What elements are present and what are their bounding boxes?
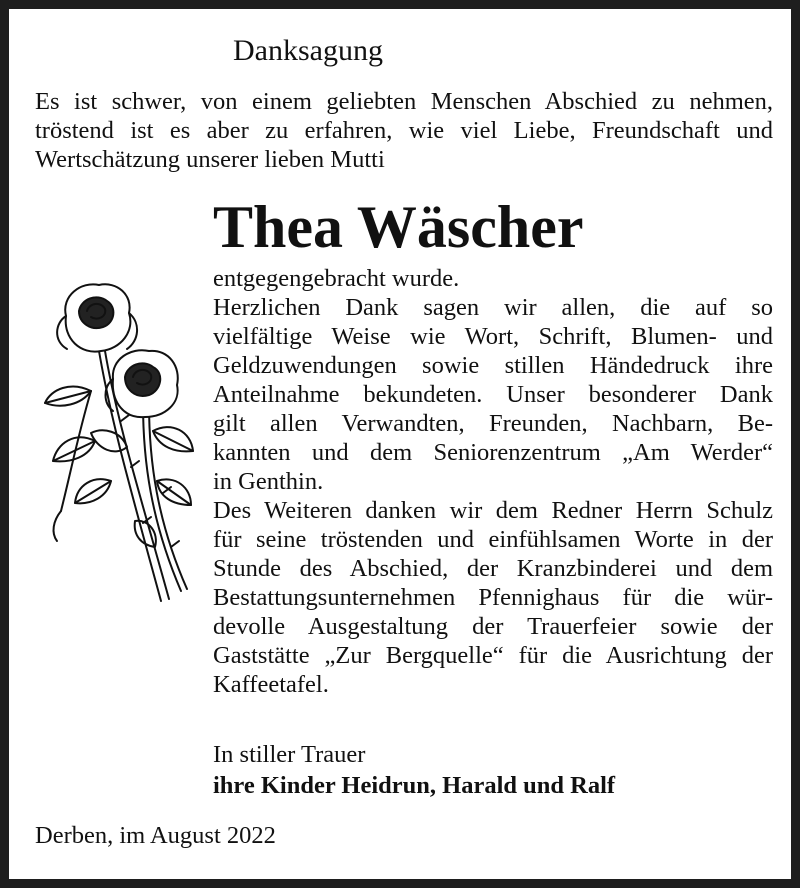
mourners-names: ihre Kinder Heidrun, Harald und Ralf — [213, 772, 616, 799]
intro-line: Es ist schwer, von einem geliebten Menschen Abschied zu nehmen, — [35, 88, 773, 115]
deceased-name: Thea Wäscher — [213, 194, 584, 260]
body-line: vielfältige Weise wie Wort, Schrift, Blumen- und — [213, 323, 773, 350]
body-line: Gaststätte „Zur Bergquelle“ für die Ausrichtung der — [213, 642, 773, 669]
obituary-card — [9, 9, 791, 879]
signature-block — [213, 739, 615, 801]
body-line: in Genthin. — [213, 468, 324, 495]
body-line: kannten und dem Seniorenzentrum „Am Werder“ — [213, 439, 773, 466]
place-date: Derben, im August 2022 — [35, 822, 276, 849]
body-line: devolle Ausgestaltung der Trauerfeier sowie der — [213, 613, 773, 640]
body-line: Anteilnahme bekundeten. Unser besonderer Dank — [213, 381, 773, 408]
body-line: Des Weiteren danken wir dem Redner Herrn Schulz — [213, 497, 773, 524]
roses-illustration — [31, 271, 201, 611]
intro-line: Wertschätzung unserer lieben Mutti — [35, 146, 385, 173]
body-paragraph — [213, 264, 773, 699]
body-line: Bestattungsunternehmen Pfennighaus für die wür- — [213, 584, 773, 611]
body-line: Geldzuwendungen sowie stillen Händedruck ihre — [213, 352, 773, 379]
intro-paragraph — [35, 87, 773, 174]
notice-heading: Danksagung — [233, 34, 383, 67]
body-line: Herzlichen Dank sagen wir allen, die auf so — [213, 294, 773, 321]
intro-line: tröstend ist es aber zu erfahren, wie viel Liebe, Freundschaft und — [35, 117, 773, 144]
body-line: gilt allen Verwandten, Freunden, Nachbarn, Be- — [213, 410, 773, 437]
body-line: Stunde des Abschied, der Kranzbinderei und dem — [213, 555, 773, 582]
body-line: für seine tröstenden und einfühlsamen Worte in der — [213, 526, 773, 553]
body-line: Kaffeetafel. — [213, 671, 329, 698]
body-line: entgegengebracht wurde. — [213, 265, 460, 292]
closing-line: In stiller Trauer — [213, 741, 366, 768]
